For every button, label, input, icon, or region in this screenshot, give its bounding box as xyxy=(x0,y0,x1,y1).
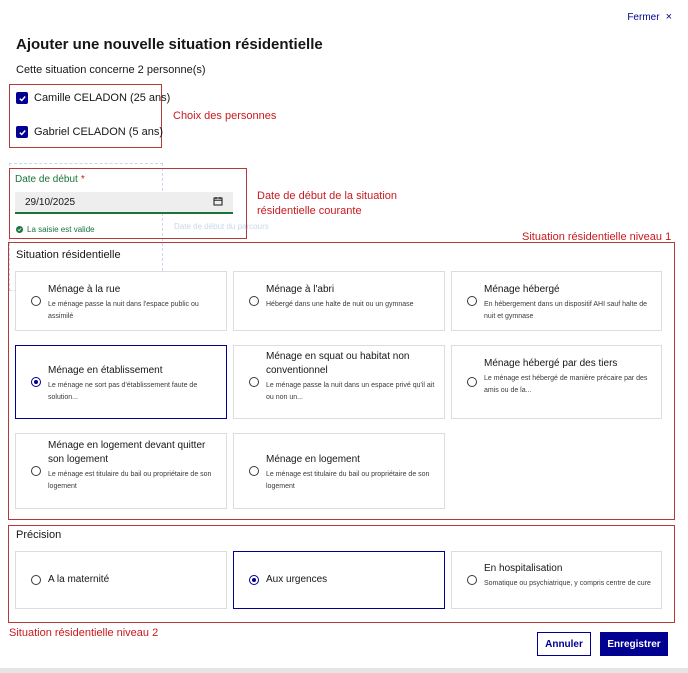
annotation-persons: Choix des personnes xyxy=(173,110,277,122)
save-button[interactable]: Enregistrer xyxy=(600,632,668,656)
radio-icon xyxy=(31,296,41,306)
date-value: 29/10/2025 xyxy=(25,196,76,208)
option-title: Ménage à la rue xyxy=(48,284,121,295)
option-desc: Somatique ou psychiatrique, y compris centre de cure xyxy=(484,580,651,587)
option-desc: Le ménage ne sort pas d'établissement faute de solution... xyxy=(48,382,198,401)
radio-icon xyxy=(249,466,259,476)
precision-option-urgences[interactable] xyxy=(233,551,445,609)
situation-option-heberge[interactable] xyxy=(451,271,662,331)
situation-option-tiers[interactable] xyxy=(451,345,662,419)
person-checkbox-2[interactable] xyxy=(16,126,163,138)
required-mark: * xyxy=(80,174,85,185)
close-icon: × xyxy=(665,11,672,23)
situation-label: Situation résidentielle xyxy=(16,249,121,261)
option-desc: Le ménage passe la nuit dans un espace privé qu'il ait ou non un... xyxy=(266,382,435,401)
option-title: A la maternité xyxy=(48,574,110,585)
option-desc: Le ménage est titulaire du bail ou propriétaire de son logement xyxy=(266,471,430,490)
date-input[interactable] xyxy=(15,192,233,214)
check-circle-icon xyxy=(16,226,23,233)
option-desc: Hébergé dans une halte de nuit ou un gymnase xyxy=(266,301,414,308)
option-title: Ménage hébergé xyxy=(484,284,560,295)
option-title: Ménage en logement devant quitter son logement xyxy=(48,440,206,465)
option-title: Aux urgences xyxy=(266,574,328,585)
precision-option-hospitalisation[interactable] xyxy=(451,551,662,609)
situation-option-rue[interactable] xyxy=(15,271,227,331)
option-desc: Le ménage est titulaire du bail ou propriétaire de son logement xyxy=(48,471,212,490)
radio-selected-icon xyxy=(31,377,41,387)
date-label xyxy=(15,174,85,185)
option-desc: Le ménage passe la nuit dans l'espace public ou assimilé xyxy=(48,301,199,320)
person-label: Camille CELADON (25 ans) xyxy=(34,92,171,104)
modal-title: Ajouter une nouvelle situation résidentielle xyxy=(16,36,323,53)
option-title: Ménage hébergé par des tiers xyxy=(484,358,618,369)
situation-option-logement[interactable] xyxy=(233,433,445,509)
option-title: Ménage à l'abri xyxy=(266,284,335,295)
situation-option-abri[interactable] xyxy=(233,271,445,331)
radio-selected-icon xyxy=(249,575,259,585)
annotation-level1: Situation résidentielle niveau 1 xyxy=(522,231,672,243)
valid-message-text: La saisie est valide xyxy=(27,225,95,234)
cancel-button[interactable]: Annuler xyxy=(537,632,591,656)
radio-icon xyxy=(249,296,259,306)
calendar-icon[interactable] xyxy=(213,196,223,209)
situation-option-etablissement[interactable] xyxy=(15,345,227,419)
annotation-date-line1: Date de début de la situation xyxy=(257,190,398,202)
annotation-level2: Situation résidentielle niveau 2 xyxy=(9,627,159,639)
modal-subtitle: Cette situation concerne 2 personne(s) xyxy=(16,64,206,76)
checkbox-checked-icon xyxy=(16,126,28,138)
valid-message xyxy=(16,225,95,234)
situation-option-squat[interactable] xyxy=(233,345,445,419)
radio-icon xyxy=(249,377,259,387)
radio-icon xyxy=(467,296,477,306)
annotation-date-line2: résidentielle courante xyxy=(257,205,362,217)
option-title: En hospitalisation xyxy=(484,563,563,574)
situation-option-logement-quitter[interactable] xyxy=(15,433,227,509)
bottom-divider xyxy=(0,668,688,673)
option-title: Ménage en établissement xyxy=(48,365,163,376)
radio-icon xyxy=(31,466,41,476)
close-button[interactable] xyxy=(627,11,672,23)
option-title: Ménage en logement xyxy=(266,454,360,465)
person-checkbox-1[interactable] xyxy=(16,92,170,104)
radio-icon xyxy=(467,377,477,387)
checkbox-checked-icon xyxy=(16,92,28,104)
annotation-date xyxy=(257,189,397,219)
date-label-text: Date de début xyxy=(15,174,78,185)
close-label: Fermer xyxy=(627,11,660,23)
option-desc: Le ménage est hébergé de manière précaire par des amis ou de la... xyxy=(484,375,648,394)
ghost-text: Date de début du parcours xyxy=(174,222,269,231)
option-desc: En hébergement dans un dispositif AHI sauf halte de nuit et gymnase xyxy=(484,301,648,320)
precision-option-maternite[interactable] xyxy=(15,551,227,609)
radio-icon xyxy=(31,575,41,585)
option-title: Ménage en squat ou habitat non conventionnel xyxy=(266,351,410,376)
person-label: Gabriel CELADON (5 ans) xyxy=(34,126,163,138)
precision-label: Précision xyxy=(16,529,62,541)
radio-icon xyxy=(467,575,477,585)
